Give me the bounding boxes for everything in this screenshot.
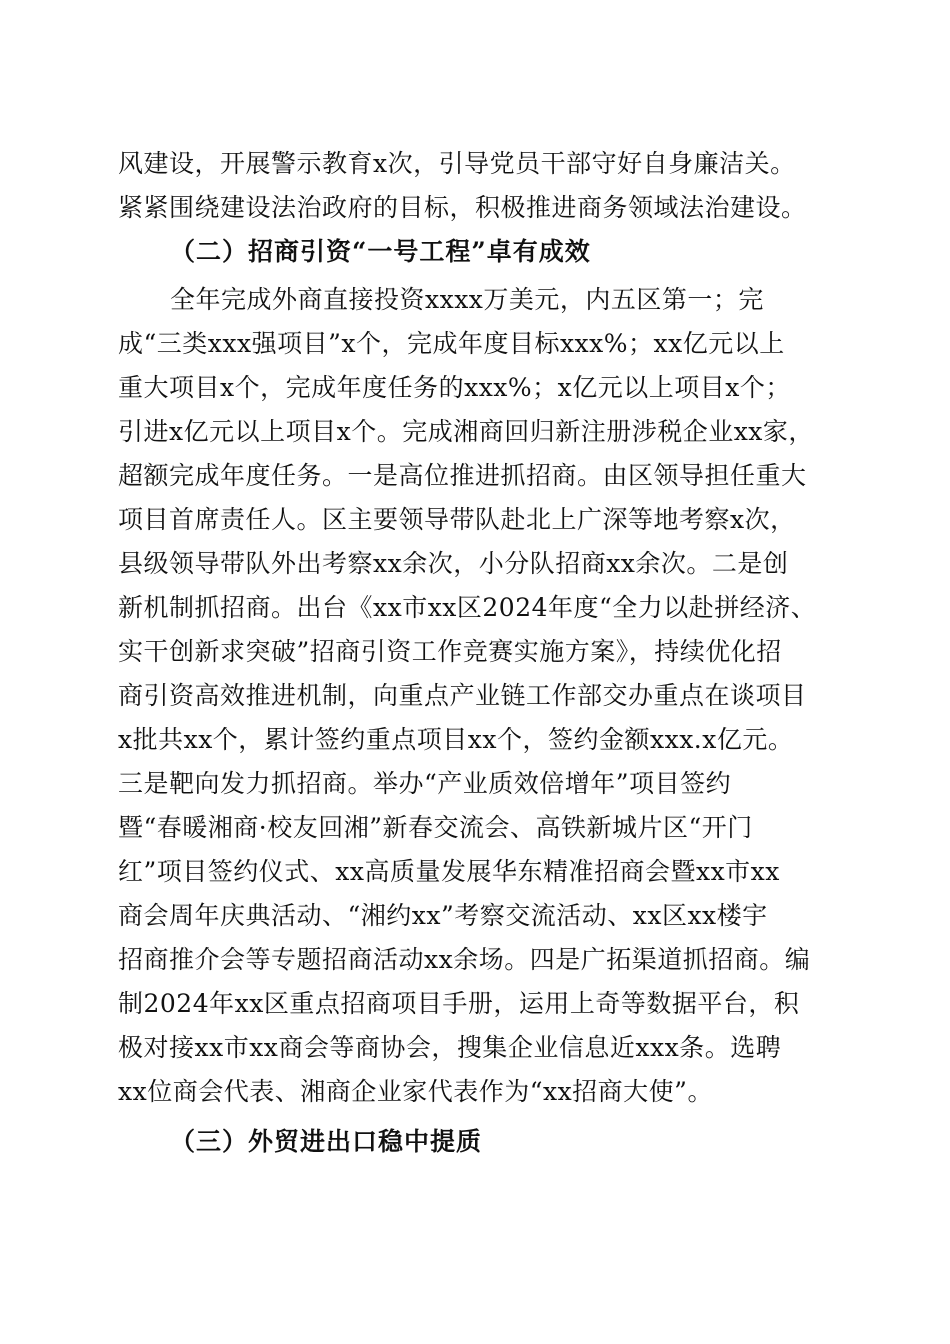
- body-text-line: 成“三类xxx强项目”x个，完成年度目标xxx%；xx亿元以上: [118, 329, 785, 358]
- body-text-line: 极对接xx市xx商会等商协会，搜集企业信息近xxx条。选聘: [118, 1033, 782, 1062]
- body-text-line: x批共xx个，累计签约重点项目xx个，签约金额xxx.x亿元。: [118, 725, 794, 754]
- body-text-line: 商引资高效推进机制，向重点产业链工作部交办重点在谈项目: [118, 681, 807, 710]
- body-text-line: 商会周年庆典活动、“湘约xx”考察交流活动、xx区xx楼宇: [118, 901, 768, 930]
- body-text-line: 新机制抓招商。出台《xx市xx区2024年度“全力以赴拼经济、: [118, 593, 817, 622]
- body-text-line: 重大项目x个，完成年度任务的xxx%；x亿元以上项目x个；: [118, 373, 791, 402]
- section-heading-2: （二）招商引资“一号工程”卓有成效: [170, 237, 591, 266]
- body-text-line: 风建设，开展警示教育x次，引导党员干部守好自身廉洁关。: [118, 149, 796, 178]
- body-text-line: 紧紧围绕建设法治政府的目标，积极推进商务领域法治建设。: [118, 193, 807, 222]
- body-text-line: 县级领导带队外出考察xx余次，小分队招商xx余次。二是创: [118, 549, 789, 578]
- section-heading-3: （三）外贸进出口稳中提质: [170, 1127, 483, 1156]
- body-text-line: 引进x亿元以上项目x个。完成湘商回归新注册涉税企业xx家，: [118, 417, 814, 446]
- body-text-line: 招商推介会等专题招商活动xx余场。四是广拓渠道抓招商。编: [118, 945, 811, 974]
- body-text-line: 实干创新求突破”招商引资工作竞赛实施方案》，持续优化招: [118, 637, 782, 666]
- body-text-line: xx位商会代表、湘商企业家代表作为“xx招商大使”。: [118, 1077, 713, 1106]
- body-text-line: 暨“春暖湘商·校友回湘”新春交流会、高铁新城片区“开门: [118, 813, 753, 842]
- body-text-line: 超额完成年度任务。一是高位推进抓招商。由区领导担任重大: [118, 461, 807, 490]
- body-text-line: 项目首席责任人。区主要领导带队赴北上广深等地考察x次，: [118, 505, 796, 534]
- body-text-line: 全年完成外商直接投资xxxx万美元，内五区第一；完: [170, 285, 764, 314]
- body-text-line: 制2024年xx区重点招商项目手册，运用上奇等数据平台，积: [118, 989, 800, 1018]
- body-text-line: 红”项目签约仪式、xx高质量发展华东精准招商会暨xx市xx: [118, 857, 780, 886]
- body-text-line: 三是靶向发力抓招商。举办“产业质效倍增年”项目签约: [118, 769, 732, 798]
